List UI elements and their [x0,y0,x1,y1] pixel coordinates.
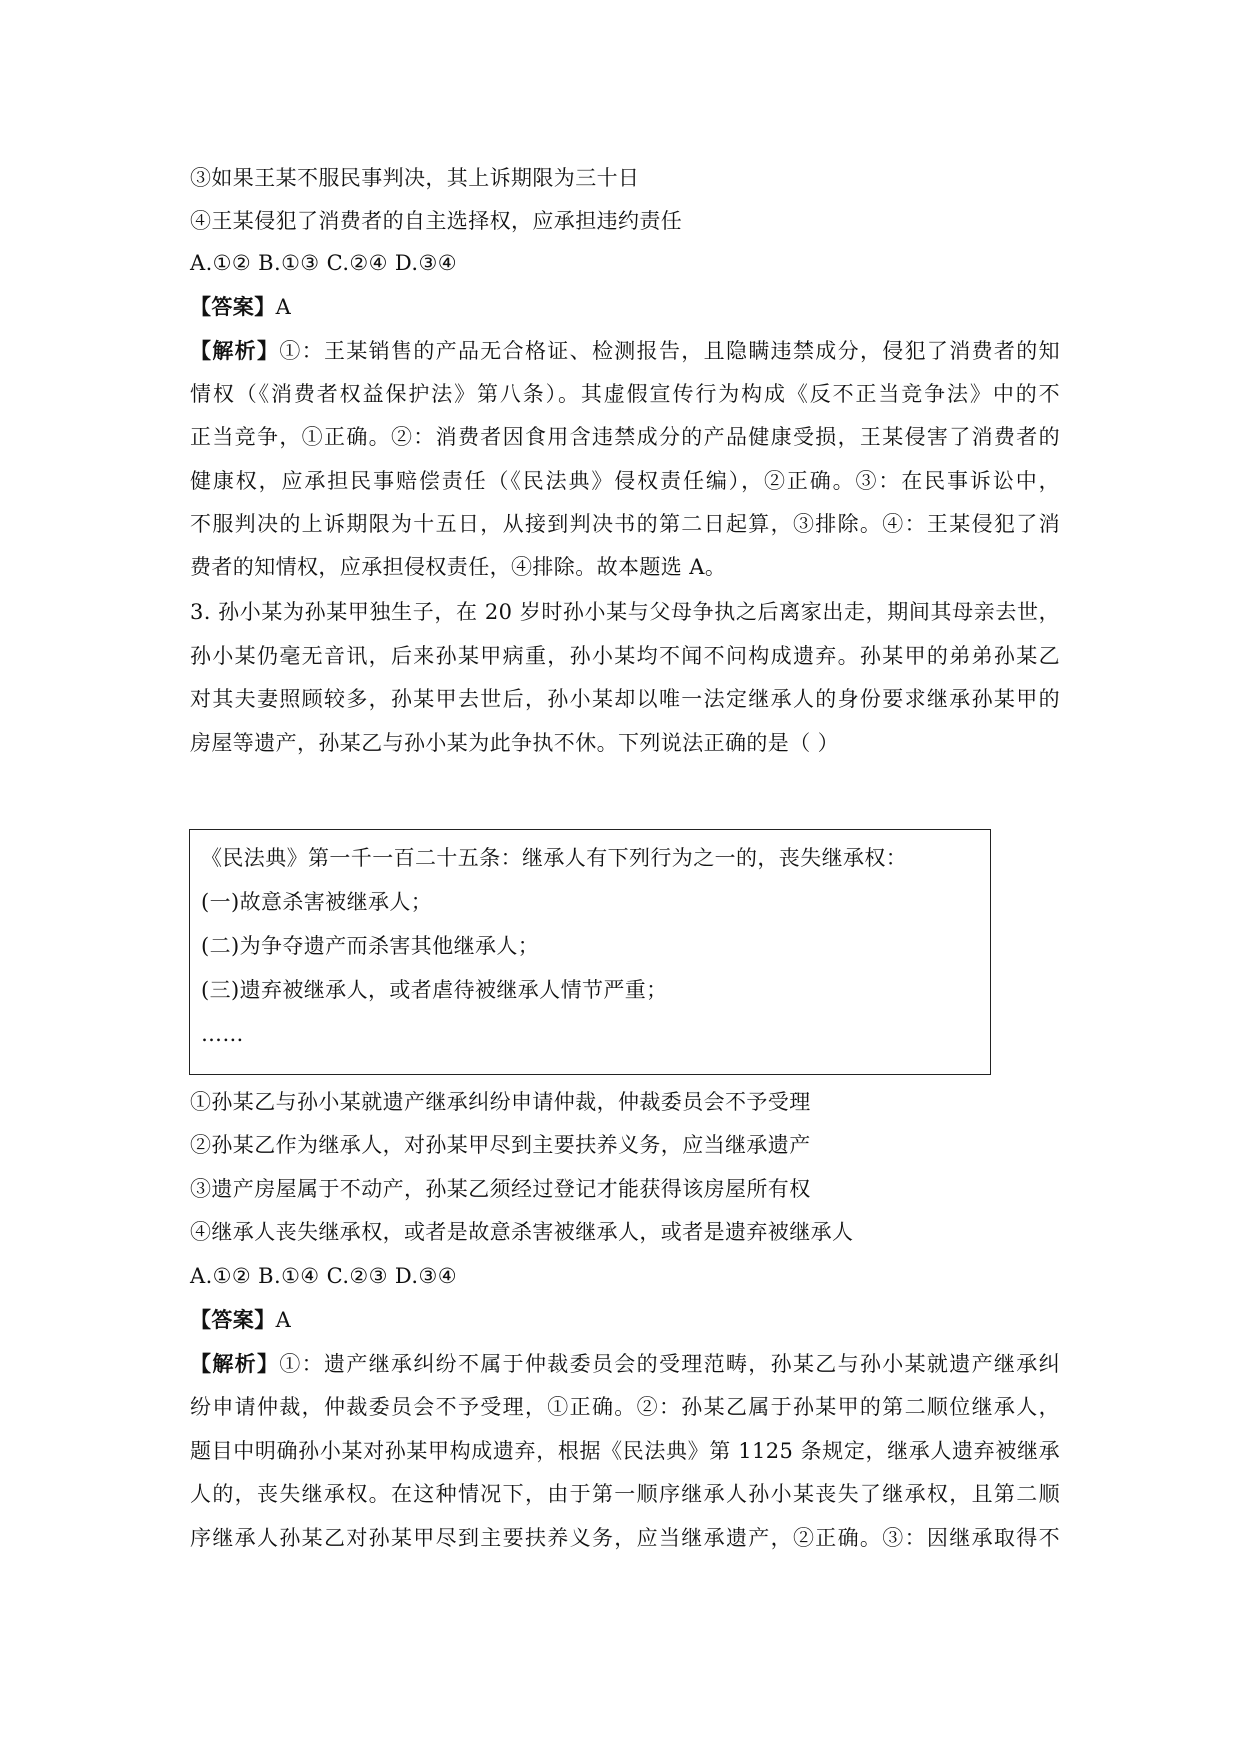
law-excerpt-title: 《民法典》第一千一百二十五条：继承人有下列行为之一的，丧失继承权： [201,846,908,870]
q3-answer [190,1305,1060,1335]
q2-analysis-line-4: 健康权，应承担民事赔偿责任（《民法典》侵权责任编），②正确。③：在民事诉讼中， [190,469,1060,493]
q2-option-4: ④王某侵犯了消费者的自主选择权，应承担违约责任 [190,209,683,233]
q3-stem-line-3: 对其夫妻照顾较多，孙某甲去世后，孙小某却以唯一法定继承人的身份要求继承孙某甲的 [190,687,1060,711]
q2-analysis-line-2: 情权（《消费者权益保护法》第八条）。其虚假宣传行为构成《反不正当竞争法》中的不 [190,382,1060,406]
q3-stem-line-1: 3. 孙小某为孙某甲独生子，在 20 岁时孙小某与父母争执之后离家出走，期间其母亲去世， [190,600,1060,624]
answer-value: A [275,1308,292,1332]
answer-value: A [275,295,292,319]
q3-analysis-line-3: 题目中明确孙小某对孙某甲构成遗弃，根据《民法典》第 1125 条规定，继承人遗弃被继承 [190,1439,1060,1463]
q3-analysis-line-1 [190,1349,1060,1379]
q2-analysis-line-5: 不服判决的上诉期限为十五日，从接到判决书的第二日起算，③排除。④：王某侵犯了消 [190,512,1060,536]
q3-analysis-line-2: 纷申请仲裁，仲裁委员会不予受理，①正确。②：孙某乙属于孙某甲的第二顺位继承人， [190,1395,1060,1419]
q3-stem-line-4: 房屋等遗产，孙某乙与孙小某为此争执不休。下列说法正确的是（ ） [190,731,840,755]
analysis-text: ①：遗产继承纠纷不属于仲裁委员会的受理范畴，孙某乙与孙小某就遗产继承纠 [279,1352,1060,1376]
q2-analysis-line-6: 费者的知情权，应承担侵权责任，④排除。故本题选 A。 [190,555,727,579]
analysis-label: 【解析】 [190,1351,280,1376]
q2-analysis-line-3: 正当竞争，①正确。②：消费者因食用含违禁成分的产品健康受损，王某侵害了消费者的 [190,425,1060,449]
analysis-label: 【解析】 [190,338,280,363]
q2-option-3: ③如果王某不服民事判决，其上诉期限为三十日 [190,166,640,190]
q3-option-3: ③遗产房屋属于不动产，孙某乙须经过登记才能获得该房屋所有权 [190,1177,811,1201]
q3-option-4: ④继承人丧失继承权，或者是故意杀害被继承人，或者是遗弃被继承人 [190,1220,854,1244]
analysis-text: ①：王某销售的产品无合格证、检测报告，且隐瞒违禁成分，侵犯了消费者的知 [279,339,1060,363]
q2-answer [190,292,1060,322]
answer-label: 【答案】 [190,1307,276,1332]
law-excerpt-item-1: (一)故意杀害被继承人； [201,890,433,914]
q3-option-1: ①孙某乙与孙小某就遗产继承纠纷申请仲裁，仲裁委员会不予受理 [190,1090,811,1114]
q3-option-2: ②孙某乙作为继承人，对孙某甲尽到主要扶养义务，应当继承遗产 [190,1133,811,1157]
law-excerpt-item-3: (三)遗弃被继承人，或者虐待被继承人情节严重； [201,978,668,1002]
q2-choices: A.①② B.①③ C.②④ D.③④ [190,251,457,275]
answer-label: 【答案】 [190,294,276,319]
q2-analysis-line-1 [190,336,1060,366]
q3-stem-line-2: 孙小某仍毫无音讯，后来孙某甲病重，孙小某均不闻不问构成遗弃。孙某甲的弟弟孙某乙 [190,644,1060,668]
q3-choices: A.①② B.①④ C.②③ D.③④ [190,1264,457,1288]
law-excerpt-item-2: (二)为争夺遗产而杀害其他继承人； [201,934,540,958]
law-excerpt-ellipsis: …… [201,1022,244,1046]
q3-analysis-line-4: 人的，丧失继承权。在这种情况下，由于第一顺序继承人孙小某丧失了继承权，且第二顺 [190,1482,1060,1506]
q3-analysis-line-5: 序继承人孙某乙对孙某甲尽到主要扶养义务，应当继承遗产，②正确。③：因继承取得不 [190,1526,1060,1550]
